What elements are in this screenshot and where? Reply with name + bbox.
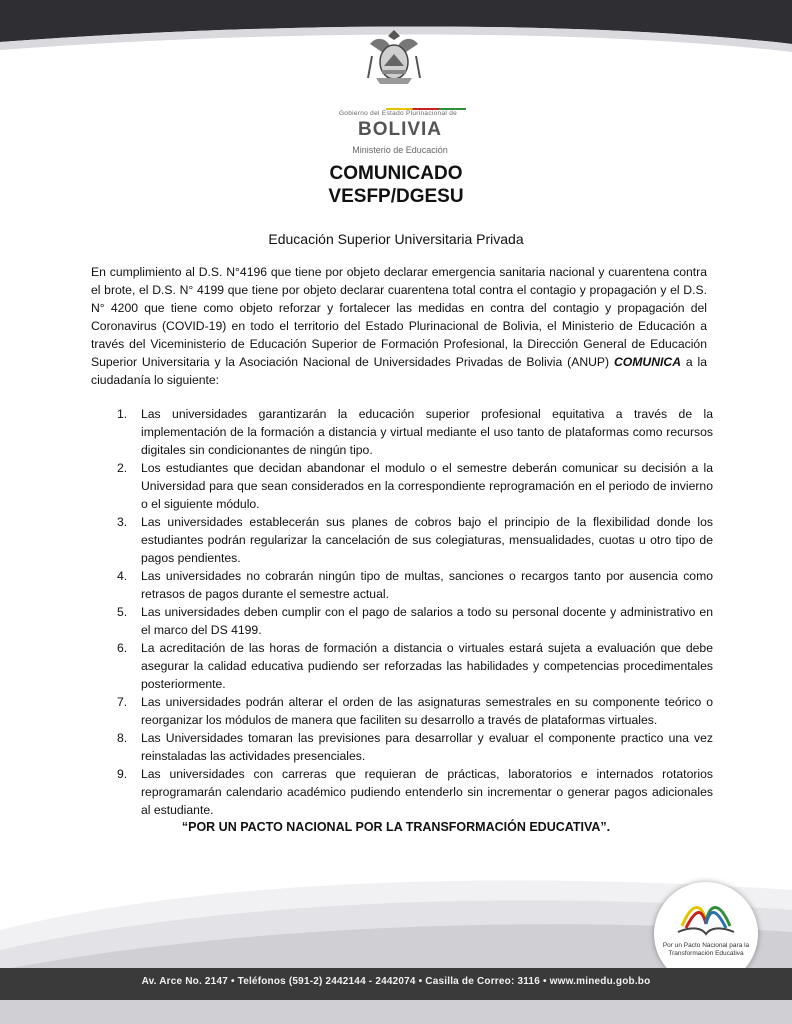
list-item: [91, 729, 713, 765]
seal-caption: Por un Pacto Nacional para la Transformación Educativa: [662, 942, 750, 957]
item-number: 4.: [117, 569, 128, 583]
item-number: 9.: [117, 767, 128, 781]
item-text: La acreditación de las horas de formación a distancia o virtuales estará sujeta a evaluación que debe asegurar la calidad educativa pudiendo ser reforzadas las habilidades y competencias procedimentales posteriormente.: [141, 641, 713, 691]
item-number: 3.: [117, 515, 128, 529]
item-text: Las universidades deben cumplir con el pago de salarios a todo su personal docente y administrativo en el marco del DS 4199.: [141, 605, 713, 637]
item-text: Las universidades podrán alterar el orden de las asignaturas semestrales en su componente teórico o reorganizar los módulos de manera que faciliten su desarrollo a través de plataformas virtuales.: [141, 695, 713, 727]
document-title: COMUNICADO: [329, 163, 463, 184]
list-item: [91, 765, 713, 819]
document-code: VESFP/DGESU: [328, 186, 464, 207]
document-subtitle: Educación Superior Universitaria Privada: [268, 231, 524, 247]
country-name: BOLIVIA: [357, 119, 443, 140]
measures-list: [91, 405, 713, 819]
item-text: Las universidades garantizarán la educación superior profesional equitativa a través de la implementación de la formación a distancia y virtual mediante el uso tanto de plataformas como recursos digitales sin condicionantes de ningún tipo.: [141, 407, 713, 457]
item-text: Los estudiantes que decidan abandonar el modulo o el semestre deberán comunicar su decisión a la Universidad para que sean considerados en la correspondiente reprogramación en el periodo de invierno o el siguiente módulo.: [141, 461, 713, 511]
list-item: [91, 513, 713, 567]
item-number: 5.: [117, 605, 128, 619]
item-text: Las universidades establecerán sus planes de cobros bajo el principio de la flexibilidad donde los estudiantes podrán regularizar la cancelación de sus colegiaturas, mensualidades, cuotas u otro tipo de pagos pendientes.: [141, 515, 713, 565]
item-number: 8.: [117, 731, 128, 745]
item-text: Las universidades no cobrarán ningún tipo de multas, sanciones o recargos tanto por ausencia como retrasos de pagos durante el semestre actual.: [141, 569, 713, 601]
list-item: [91, 639, 713, 693]
item-number: 7.: [117, 695, 128, 709]
government-line: Gobierno del Estado Plurinacional de: [338, 110, 458, 117]
coat-of-arms-icon: [362, 26, 426, 90]
item-number: 6.: [117, 641, 128, 655]
list-item: [91, 567, 713, 603]
intro-emphasis: COMUNICA: [613, 355, 682, 369]
ministry-logo: [300, 24, 490, 155]
footer-contact-info: Av. Arce No. 2147 • Teléfonos (591-2) 2442144 - 2442074 • Casilla de Correo: 3116 • www.minedu.gob.bo: [141, 976, 651, 987]
open-book-icon: [672, 896, 740, 940]
item-text: Las Universidades tomaran las previsiones para desarrollar y evaluar el componente practico una vez reinstaladas las actividades presenciales.: [141, 731, 713, 763]
item-number: 2.: [117, 461, 128, 475]
intro-text-end: a la ciudadanía lo siguiente:: [91, 355, 707, 387]
ministry-name: Ministerio de Educación: [352, 145, 448, 155]
closing-slogan: “POR UN PACTO NACIONAL POR LA TRANSFORMACIÓN EDUCATIVA”.: [181, 820, 611, 834]
list-item: [91, 603, 713, 639]
list-item: [91, 693, 713, 729]
item-number: 1.: [117, 407, 128, 421]
intro-paragraph: [91, 263, 707, 389]
list-item: [91, 459, 713, 513]
intro-text: En cumplimiento al D.S. N°4196 que tiene por objeto declarar emergencia sanitaria nacional y cuarentena contra el brote, el D.S. N° 4199 que tiene por objeto declarar cuarentena total contra el contagio y propagación y el D.S. N° 4200 que tiene como objeto reforzar y fortalecer las medidas en contra del contagio y propagación del Coronavirus (COVID-19) en todo el territorio del Estado Plurinacional de Bolivia, el Ministerio de Educación a través del Viceministerio de Educación Superior de Formación Profesional, la Dirección General de Educación Superior Universitaria y la Asociación Nacional de Universidades Privadas de Bolivia (ANUP): [91, 265, 707, 369]
item-text: Las universidades con carreras que requieran de prácticas, laboratorios e internados rotatorios reprogramarán calendario académico pudiendo entenderlo sin incrementar o generar pagos adicionales al estudiante.: [141, 767, 713, 817]
list-item: [91, 405, 713, 459]
